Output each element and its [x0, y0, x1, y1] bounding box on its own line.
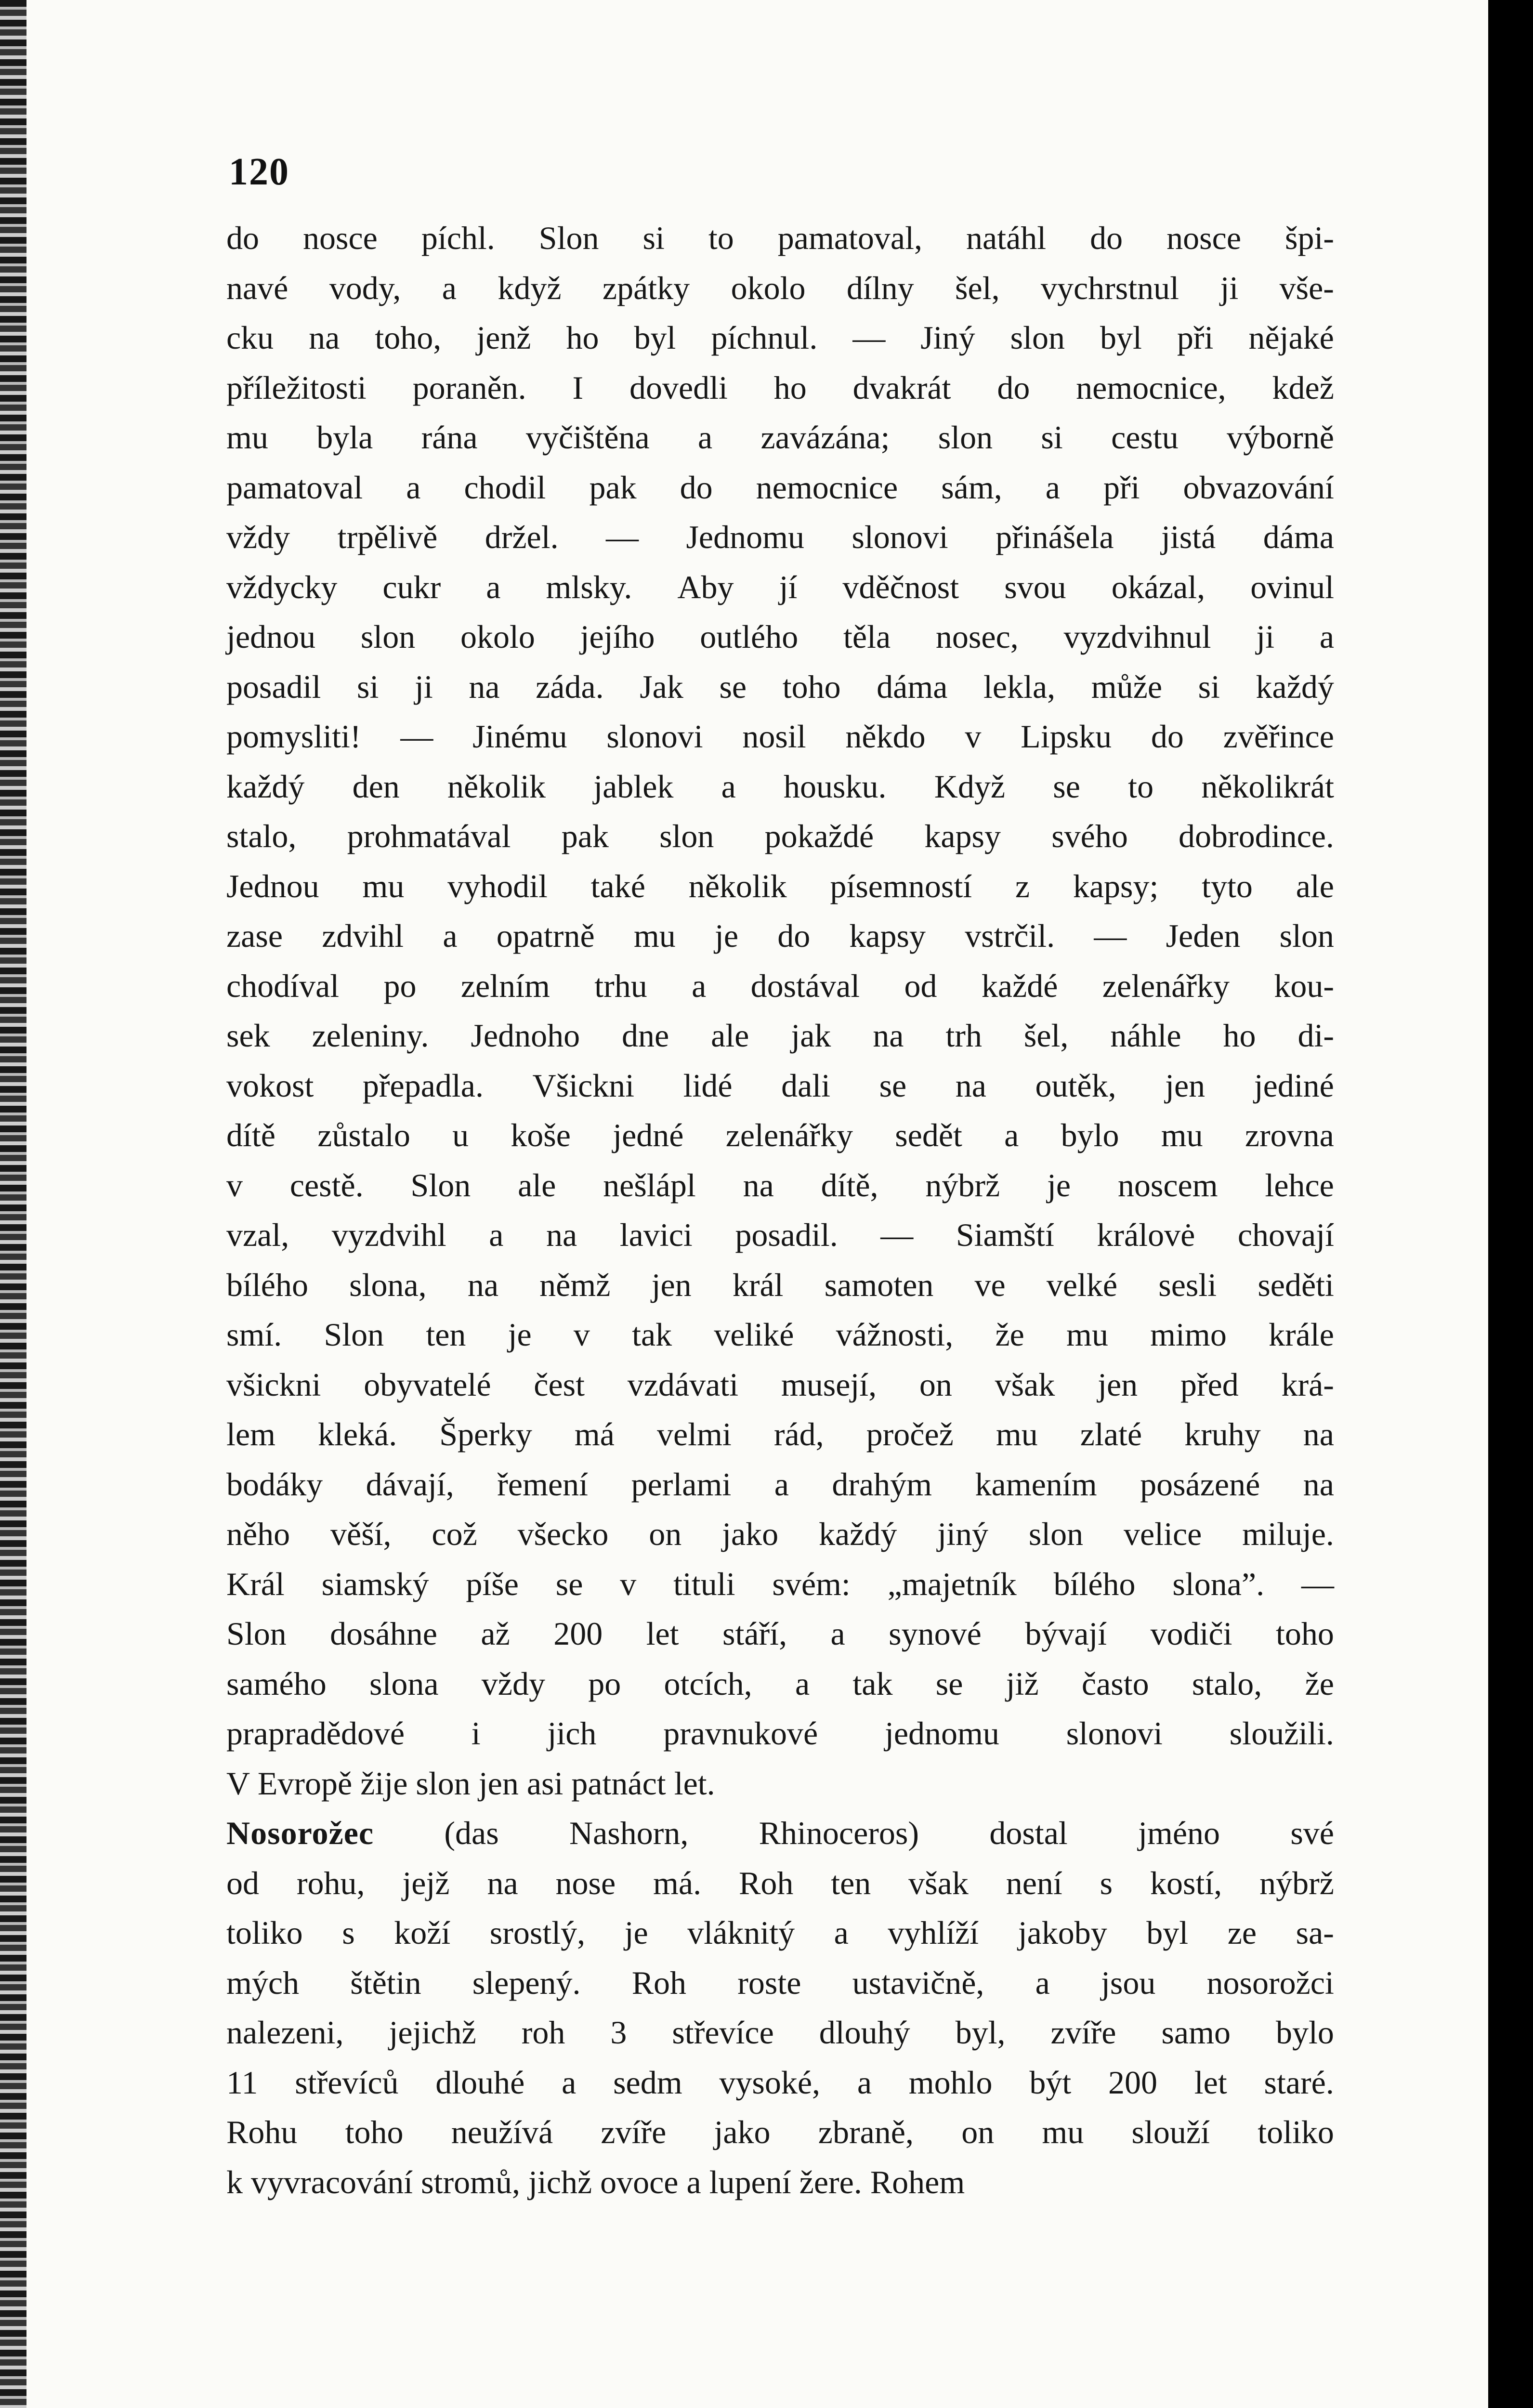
- text-line: bodáky dávají, řemení perlami a drahým kamením posázené na: [226, 1466, 1334, 1503]
- text-line: navé vody, a když zpátky okolo dílny šel, vychrstnul ji vše-: [226, 269, 1334, 306]
- text-line: něho věší, což všecko on jako každý jiný slon velice miluje.: [226, 1516, 1334, 1552]
- text-line: V Evropě žije slon jen asi patnáct let.: [226, 1765, 715, 1802]
- page-number: 120: [229, 151, 289, 193]
- text-line: od rohu, jejž na nose má. Roh ten však není s kostí, nýbrž: [226, 1864, 1334, 1901]
- text-line: mu byla rána vyčištěna a zavázána; slon si cestu výborně: [226, 419, 1334, 456]
- text-line: sek zeleniny. Jednoho dne ale jak na trh šel, náhle ho di-: [226, 1017, 1334, 1054]
- text-line: Slon dosáhne až 200 let stáří, a synové bývají vodiči toho: [226, 1615, 1334, 1652]
- text-line: vokost přepadla. Všickni lidé dali se na outěk, jen jediné: [226, 1067, 1334, 1104]
- text-line: 11 střevíců dlouhé a sedm vysoké, a mohlo být 200 let staré.: [226, 2064, 1334, 2101]
- text-line: Nosorožec (das Nashorn, Rhinoceros) dostal jméno své: [226, 1815, 1334, 1851]
- text-line: v cestě. Slon ale nešlápl na dítě, nýbrž je noscem lehce: [226, 1166, 1334, 1204]
- text-line: pomysliti! — Jinému slonovi nosil někdo v Lipsku do zvěřince: [226, 718, 1334, 755]
- text-line: jednou slon okolo jejího outlého těla nosec, vyzdvihnul ji a: [226, 618, 1334, 655]
- text-line: každý den několik jablek a housku. Když se to několikrát: [226, 768, 1334, 805]
- text-line: stalo, prohmatával pak slon pokaždé kapsy svého dobrodince.: [226, 818, 1334, 854]
- text-line: nalezeni, jejichž roh 3 střevíce dlouhý byl, zvíře samo bylo: [226, 2014, 1334, 2051]
- text-line: bílého slona, na němž jen král samoten ve velké sesli seděti: [226, 1266, 1334, 1303]
- text-line: lem kleká. Šperky má velmi rád, pročež mu zlaté kruhy na: [226, 1416, 1334, 1453]
- text-line: chodíval po zelním trhu a dostával od každé zelenářky kou-: [226, 967, 1334, 1004]
- text-line: prapradědové i jich pravnukové jednomu slonovi sloužili.: [226, 1715, 1334, 1752]
- text-line: k vyvracování stromů, jichž ovoce a lupení žere. Rohem: [226, 2163, 965, 2200]
- text-line: vždycky cukr a mlsky. Aby jí vděčnost svou okázal, ovinul: [226, 568, 1334, 605]
- text-line: příležitosti poraněn. I dovedli ho dvakrát do nemocnice, kdež: [226, 369, 1334, 406]
- text-line: do nosce píchl. Slon si to pamatoval, natáhl do nosce špi-: [226, 220, 1334, 256]
- text-line: mých štětin slepený. Roh roste ustavičně, a jsou nosorožci: [226, 1964, 1334, 2001]
- text-line: vždy trpělivě držel. — Jednomu slonovi přinášela jistá dáma: [226, 519, 1334, 555]
- text-line: samého slona vždy po otcích, a tak se již často stalo, že: [226, 1665, 1334, 1702]
- text-line: toliko s koží srostlý, je vláknitý a vyhlíží jakoby byl ze sa-: [226, 1914, 1334, 1951]
- text-line: cku na toho, jenž ho byl píchnul. — Jiný slon byl při nějaké: [226, 319, 1334, 356]
- text-line: posadil si ji na záda. Jak se toho dáma lekla, může si každý: [226, 668, 1334, 705]
- text-line: Král siamský píše se v tituli svém: „majetník bílého slona”. —: [226, 1565, 1334, 1602]
- scan-right-edge: [1488, 0, 1533, 2408]
- scan-left-edge: [0, 0, 29, 2408]
- body-text: [226, 219, 1334, 2213]
- text-line: smí. Slon ten je v tak veliké vážnosti, že mu mimo krále: [226, 1316, 1334, 1353]
- text-line: zase zdvihl a opatrně mu je do kapsy vstrčil. — Jeden slon: [226, 917, 1334, 954]
- text-line: Rohu toho neužívá zvíře jako zbraně, on mu slouží toliko: [226, 2114, 1334, 2150]
- text-line: Jednou mu vyhodil také několik písemností z kapsy; tyto ale: [226, 867, 1334, 904]
- text-line: vzal, vyzdvihl a na lavici posadil. — Siamští královė chovají: [226, 1217, 1334, 1253]
- text-line: dítě zůstalo u koše jedné zelenářky sedět a bylo mu zrovna: [226, 1117, 1334, 1153]
- text-line: pamatoval a chodil pak do nemocnice sám, a při obvazování: [226, 469, 1334, 506]
- text-line: všickni obyvatelé čest vzdávati musejí, on však jen před krá-: [226, 1366, 1334, 1403]
